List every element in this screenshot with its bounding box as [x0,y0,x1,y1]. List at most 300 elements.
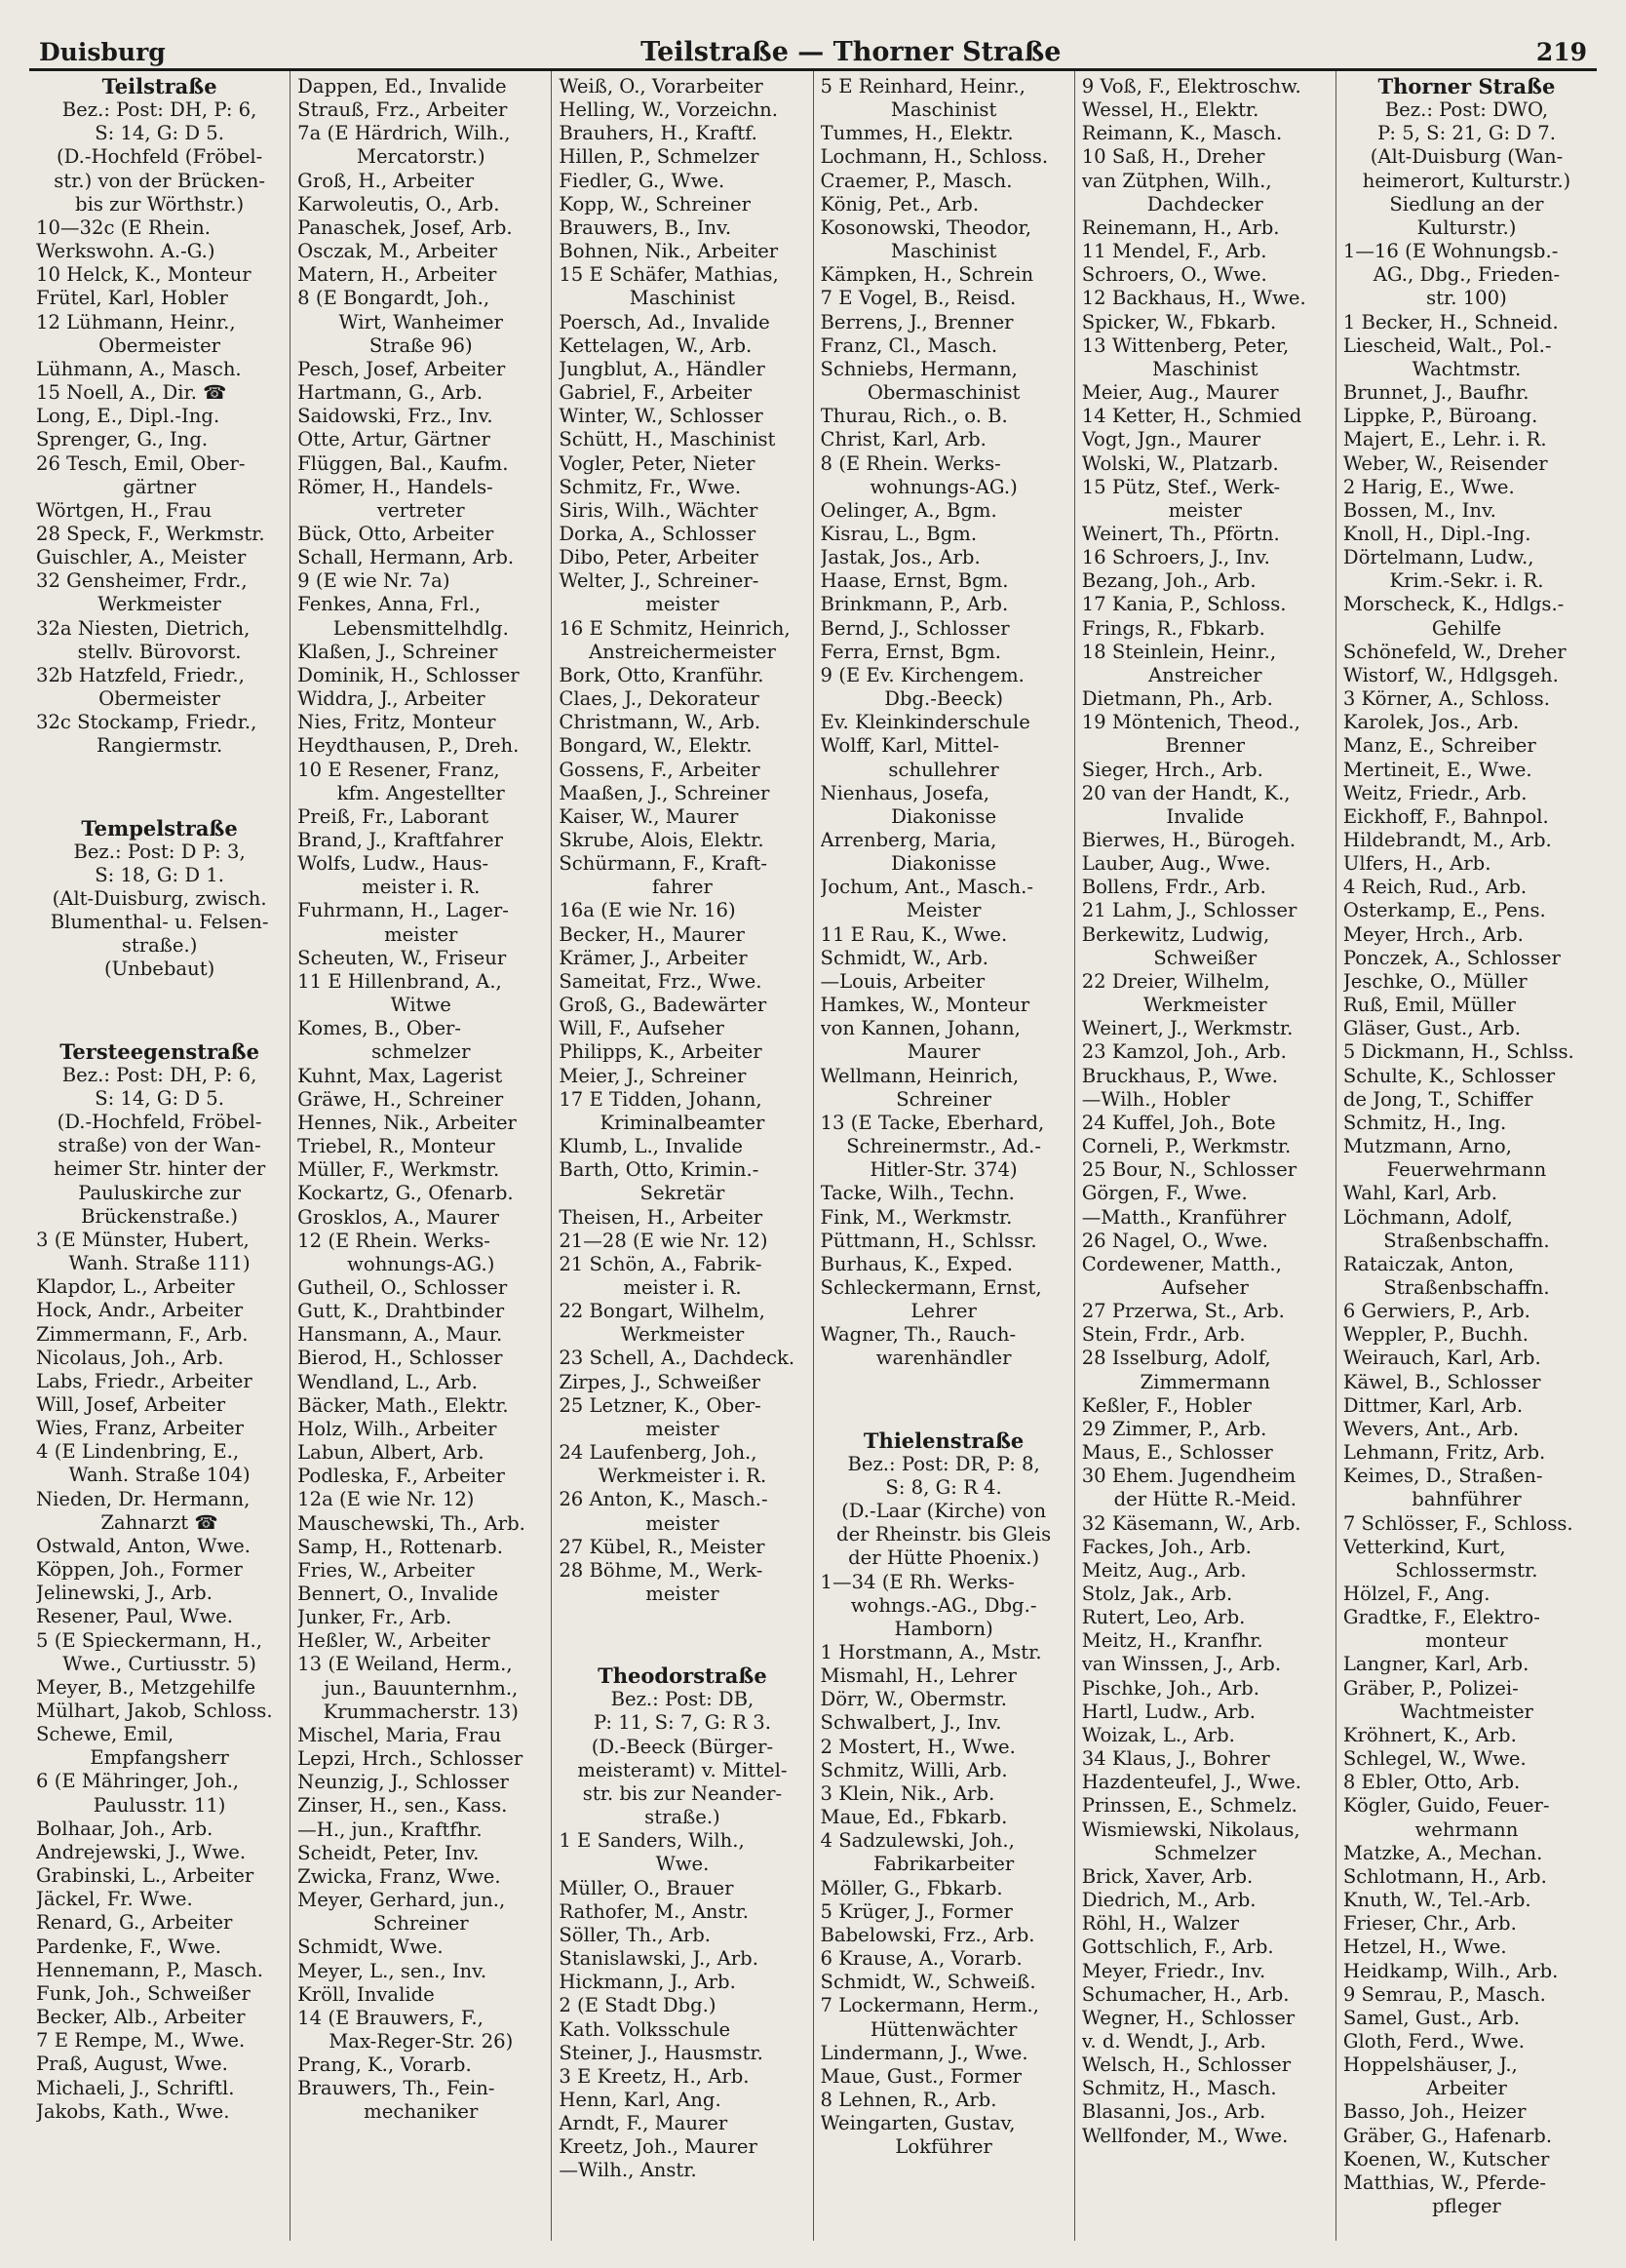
directory-entry-line: Hickmann, J., Arb. [559,1971,736,1994]
directory-entry-line: 18 Steinlein, Heinr., [1081,640,1277,663]
directory-entry-line: Vogt, Jgn., Maurer [1081,428,1261,451]
directory-entry-line: Max-Reger-Str. 26) [329,2029,514,2053]
directory-entry-line: 27 Kübel, R., Meister [559,1535,765,1558]
directory-entry-line: Siris, Wilh., Wächter [559,498,758,522]
directory-entry-line: (D.-Hochfeld, Fröbel- [57,1111,262,1134]
directory-entry-line: Woizak, L., Arb. [1081,1723,1235,1746]
directory-entry-line: Scheuten, W., Friseur [297,946,507,969]
directory-entry-line: Gabriel, F., Arbeiter [559,381,753,405]
directory-entry-line: Groß, H., Arbeiter [297,169,475,192]
directory-entry-line: Lebensmittelhdlg. [332,616,509,640]
directory-entry-line: von Kannen, Johann, [820,1017,1021,1040]
directory-entry-line: Lindermann, J., Wwe. [820,2041,1028,2064]
directory-entry-line: meister [645,1511,719,1535]
directory-entry-line: Meyer, Friedr., Inv. [1081,1959,1266,1982]
directory-entry-line: Weber, W., Reisender [1342,451,1548,475]
street-heading: Thorner Straße [1377,75,1556,98]
directory-entry-line: 12a (E wie Nr. 12) [297,1488,475,1511]
directory-entry-line: Dappen, Ed., Invalide [297,75,507,98]
directory-entry-line: Bongard, W., Elektr. [559,734,753,758]
directory-entry-line: Heydthausen, P., Dreh. [297,734,520,758]
directory-entry-line: Meier, Aug., Maurer [1081,381,1279,405]
directory-entry-line: schullehrer [888,758,999,781]
directory-entry-line: Püttmann, H., Schlssr. [820,1229,1037,1252]
directory-entry-line: Philipps, K., Arbeiter [559,1040,762,1064]
directory-entry-line: Pardenke, F., Wwe. [36,1935,221,1958]
directory-entry-line: Nieden, Dr. Hermann, [36,1487,251,1510]
directory-entry-line: Bez.: Post: DWO, [1384,98,1549,122]
directory-entry-line: 2 Mostert, H., Wwe. [820,1735,1016,1758]
directory-entry-line: Invalide [1166,804,1245,828]
directory-entry-line: Brauwers, Th., Fein- [297,2077,495,2100]
directory-entry-line: Obermaschinist [867,381,1021,405]
directory-entry-line: Hetzel, H., Wwe. [1342,1936,1507,1959]
directory-entry-line: Reinemann, H., Arb. [1081,215,1280,239]
column-4 [813,71,1074,2241]
directory-entry-line: 24 Laufenberg, Joh., [559,1441,757,1465]
directory-entry-line: Wolfs, Ludw., Haus- [297,852,489,876]
directory-entry-line: 34 Klaus, J., Bohrer [1081,1747,1270,1771]
directory-entry-line: Lippke, P., Büroang. [1342,405,1538,428]
directory-entry-line: Straßenbschaffn. [1383,1275,1550,1299]
directory-entry-line: 28 Isselburg, Adolf, [1081,1347,1271,1370]
directory-entry-line: 10 Saß, H., Dreher [1081,145,1265,169]
directory-entry-line: Andrejewski, J., Wwe. [36,1840,247,1863]
directory-entry-line: Schmitz, Fr., Wwe. [559,475,742,498]
directory-entry-line: 23 Schell, A., Dachdeck. [559,1347,795,1370]
directory-entry-line: Görgen, F., Wwe. [1081,1182,1248,1205]
directory-entry-line: Zimmermann [1140,1370,1271,1393]
directory-entry-line: Möller, G., Fbkarb. [820,1876,1003,1899]
street-heading: Thielenstraße [863,1428,1025,1453]
directory-entry-line: meister [1168,498,1242,522]
directory-entry-line: Werkmeister [1142,994,1267,1017]
directory-entry-line: Vetterkind, Kurt, [1342,1535,1506,1558]
directory-entry-line: meisteramt) v. Mittel- [577,1758,788,1781]
directory-entry-line: Fries, W., Arbeiter [297,1558,475,1582]
directory-entry-line: Stein, Frdr., Arb. [1081,1323,1246,1347]
directory-entry-line: 12 Lühmann, Heinr., [36,310,236,333]
directory-entry-line: Schmelzer [1153,1841,1257,1864]
directory-entry-line: Craemer, P., Masch. [820,169,1013,192]
directory-entry-line: Ev. Kleinkinderschule [820,711,1030,734]
directory-entry-line: Jäckel, Fr. Wwe. [36,1888,193,1911]
directory-entry-line: Schütt, H., Maschinist [559,428,776,451]
directory-entry-line: Arbeiter [1426,2077,1507,2100]
directory-entry-line: Renard, G., Arbeiter [36,1911,233,1935]
directory-entry-line: Becker, H., Maurer [559,922,745,946]
directory-entry-line: Schleckermann, Ernst, [820,1275,1042,1299]
directory-entry-line: Theisen, H., Arbeiter [559,1205,763,1229]
directory-entry-line: Siedlung an der [1389,192,1544,215]
directory-entry-line: 15 Noell, A., Dir. ☎ [36,381,227,405]
directory-entry-line: 21 Lahm, J., Schlosser [1081,899,1297,922]
city-label: Duisburg [39,38,166,66]
directory-entry-line: Hamborn) [894,1617,993,1640]
directory-entry-line: Löchmann, Adolf, [1342,1205,1513,1229]
directory-entry-line: Käwel, B., Schlosser [1342,1370,1541,1393]
directory-entry-line: Klumb, L., Invalide [559,1135,743,1158]
directory-entry-line: Wevers, Ant., Arb. [1342,1417,1520,1440]
column-1 [29,71,290,2241]
directory-entry-line: Gloth, Ferd., Wwe. [1342,2029,1525,2053]
directory-entry-line: Fabrikarbeiter [872,1853,1015,1876]
directory-entry-line: Schewe, Emil, [36,1723,174,1746]
directory-entry-line: Matern, H., Arbeiter [297,263,497,287]
directory-entry-line: Winter, W., Schlosser [559,405,763,428]
directory-entry-line: 8 (E Rhein. Werks- [820,451,1001,475]
directory-entry-line: Sekretär [639,1182,725,1205]
directory-entry-line: Diakonisse [891,852,997,876]
directory-entry-line: Weingarten, Gustav, [820,2112,1016,2135]
column-2 [290,71,551,2241]
directory-entry-line: Fiedler, G., Wwe. [559,169,725,192]
directory-entry-line: Klapdor, L., Arbeiter [36,1275,235,1299]
directory-entry-line: 19 Möntenich, Theod., [1081,711,1300,734]
directory-entry-line: Bossen, M., Inv. [1342,498,1496,522]
directory-entry-line: 15 E Schäfer, Mathias, [559,263,779,287]
directory-entry-line: Wwe., Curtiusstr. 5) [62,1652,256,1675]
directory-entry-line: Kisrau, L., Bgm. [820,522,978,545]
directory-entry-line: König, Pet., Arb. [820,192,980,215]
directory-entry-line: Krim.-Sekr. i. R. [1389,569,1544,593]
directory-entry-line: 7a (E Härdrich, Wilh., [297,122,511,145]
directory-entry-line: Lehrer [910,1300,977,1323]
directory-entry-line: Jochum, Ant., Masch.- [820,876,1033,899]
directory-entry-line: Tummes, H., Elektr. [820,122,1014,145]
directory-entry-line: Bohnen, Nik., Arbeiter [559,240,779,263]
section-spacer [36,759,283,817]
directory-entry-line: Frings, R., Fbkarb. [1081,616,1265,640]
directory-entry-line: 13 (E Tacke, Eberhard, [820,1111,1045,1134]
directory-entry-line: wohnungs-AG.) [347,1252,495,1275]
directory-entry-line: Weitz, Friedr., Arb. [1342,781,1528,804]
directory-entry-line: Langner, Karl, Arb. [1342,1653,1529,1676]
directory-entry-line: Dietmann, Ph., Arb. [1081,687,1273,711]
directory-entry-line: Schürmann, F., Kraft- [559,852,767,876]
directory-entry-line: Weiß, O., Vorarbeiter [559,75,763,98]
directory-entry-line: Weppler, P., Buchh. [1342,1323,1529,1347]
directory-entry-line: 11 E Hillenbrand, A., [297,969,502,993]
directory-entry-line: Blumenthal- u. Felsen- [50,911,269,934]
directory-entry-line: 2 (E Stadt Dbg.) [559,1994,716,2017]
directory-entry-line: 7 E Rempe, M., Wwe. [36,2029,246,2053]
directory-entry-line: Burhaus, K., Exped. [820,1252,1013,1275]
directory-entry-line: 1—34 (E Rh. Werks- [820,1570,1015,1593]
directory-entry-line: Scheidt, Peter, Inv. [297,1841,480,1864]
directory-entry-line: meister i. R. [362,876,481,899]
directory-entry-line: Bierod, H., Schlosser [297,1347,503,1370]
directory-entry-line: 25 Bour, N., Schlosser [1081,1158,1297,1182]
directory-entry-line: Majert, E., Lehr. i. R. [1342,428,1547,451]
page-title: Teilstraße — Thorner Straße [640,37,1062,67]
directory-entry-line: Mercatorstr.) [356,145,485,169]
directory-entry-line: Becker, Alb., Arbeiter [36,2006,246,2029]
directory-entry-line: Gutt, K., Drahtbinder [297,1300,505,1323]
directory-entry-line: Kettelagen, W., Arb. [559,333,753,357]
directory-entry-line: (D.-Hochfeld (Fröbel- [56,145,263,169]
directory-entry-line: Pesch, Josef, Arbeiter [297,357,506,380]
directory-entry-line: Holz, Wilh., Arbeiter [297,1417,497,1440]
directory-entry-line: Schlossermstr. [1395,1558,1538,1582]
directory-entry-line: Kuhnt, Max, Lagerist [297,1064,503,1087]
directory-entry-line: 12 (E Rhein. Werks- [297,1229,490,1252]
directory-entry-line: 16a (E wie Nr. 16) [559,899,736,922]
directory-entry-line: (Alt-Duisburg, zwisch. [52,887,267,910]
directory-entry-line: Rataiczak, Anton, [1342,1252,1515,1275]
directory-entry-line: S: 14, G: D 5. [95,1086,224,1110]
directory-entry-line: Gehilfe [1431,616,1502,640]
directory-entry-line: Schulte, K., Schlosser [1342,1064,1556,1087]
directory-entry-line: Schlegel, W., Wwe. [1342,1747,1527,1771]
directory-entry-line: Röhl, H., Walzer [1081,1912,1240,1936]
street-heading: Tersteegenstraße [59,1039,259,1064]
directory-entry-line: Hennemann, P., Masch. [36,1958,263,1981]
directory-entry-line: Kröhnert, K., Arb. [1342,1723,1517,1746]
directory-entry-line: Paulusstr. 11) [93,1793,226,1817]
directory-entry-line: Poersch, Ad., Invalide [559,310,770,333]
page-number: 219 [1535,38,1587,66]
directory-entry-line: Karwoleutis, O., Arb. [297,192,500,215]
directory-entry-line: Zahnarzt ☎ [100,1510,218,1534]
directory-entry-line: Schmitz, Willi, Arb. [820,1758,1008,1781]
directory-entry-line: Anstreicher [1148,663,1262,686]
directory-entry-line: Wismiewski, Nikolaus, [1081,1818,1300,1841]
directory-entry-line: Gräber, P., Polizei- [1342,1676,1519,1700]
directory-entry-line: 5 Dickmann, H., Schlss. [1342,1040,1574,1064]
directory-entry-line: wehrmann [1414,1818,1519,1841]
directory-entry-line: —Matth., Kranführer [1081,1205,1287,1229]
directory-entry-line: 22 Bongart, Wilhelm, [559,1300,765,1323]
directory-entry-line: Schreinermstr., Ad.- [846,1135,1041,1158]
section-spacer [36,982,283,1040]
directory-entry-line: Maue, Gust., Former [820,2064,1023,2088]
directory-entry-line: Brinkmann, P., Arb. [820,593,1009,616]
directory-entry-line: 14 (E Brauwers, F., [297,2006,484,2029]
page-header [29,37,1597,66]
directory-entry-line: Labs, Friedr., Arbeiter [36,1369,252,1392]
directory-entry-line: Meitz, Aug., Arb. [1081,1558,1247,1582]
directory-entry-line: Panaschek, Josef, Arb. [297,215,513,239]
directory-entry-line: Basso, Joh., Heizer [1342,2100,1527,2124]
directory-entry-line: Wolff, Karl, Mittel- [820,734,1000,758]
directory-entry-line: Strauß, Frz., Arbeiter [297,98,508,122]
directory-entry-line: Matthias, W., Pferde- [1342,2170,1546,2194]
directory-entry-line: (D.-Laar (Kirche) von [841,1500,1047,1523]
directory-entry-line: van Zütphen, Wilh., [1081,169,1272,192]
directory-entry-line: de Jong, T., Schiffer [1342,1087,1533,1111]
directory-entry-line: 10 Helck, K., Monteur [36,263,252,287]
directory-entry-line: Groß, G., Badewärter [559,994,767,1017]
directory-entry-line: Meyer, L., sen., Inv. [297,1959,487,1982]
directory-entry-line: bahnführer [1412,1488,1522,1511]
directory-entry-line: Obermeister [98,333,221,357]
directory-entry-line: Maschinist [629,287,736,310]
directory-entry-line: Manz, E., Schreiber [1342,734,1536,758]
directory-entry-line: P: 5, S: 21, G: D 7. [1376,122,1556,145]
directory-entry-line: Labun, Albert, Arb. [297,1441,484,1465]
directory-entry-line: —Wilh., Anstr. [559,2159,697,2182]
directory-entry-line: 27 Przerwa, St., Arb. [1081,1300,1285,1323]
directory-entry-line: Rangiermstr. [96,734,223,758]
directory-entry-line: str.) von der Brücken- [54,169,265,192]
directory-entry-line: Claes, J., Dekorateur [559,687,759,711]
directory-entry-line: str. 100) [1426,287,1507,310]
directory-entry-line: Schroers, O., Wwe. [1081,263,1267,287]
directory-entry-line: Kriminalbeamter [600,1111,765,1134]
directory-entry-line: meister [645,593,719,616]
directory-entry-line: Michaeli, J., Schriftl. [36,2076,235,2099]
directory-entry-line: Welsch, H., Schlosser [1081,2053,1292,2077]
directory-entry-line: 9 Semrau, P., Masch. [1342,1982,1546,2006]
directory-entry-line: 6 Gerwiers, P., Arb. [1342,1300,1530,1323]
directory-entry-line: Dorka, A., Schlosser [559,522,756,545]
directory-entry-line: Hock, Andr., Arbeiter [36,1299,244,1322]
directory-entry-line: Schreiner [896,1087,992,1111]
directory-entry-line: Fuhrmann, H., Lager- [297,899,509,922]
directory-entry-line: Christmann, W., Arb. [559,711,761,734]
directory-entry-line: S: 8, G: R 4. [885,1475,1002,1499]
directory-entry-line: Skrube, Alois, Elektr. [559,829,764,851]
directory-entry-line: Henn, Karl, Ang. [559,2088,721,2111]
column-5 [1074,71,1336,2241]
directory-entry-line: Meitz, H., Kranfhr. [1081,1629,1263,1653]
directory-entry-line: Arrenberg, Maria, [820,829,997,851]
directory-entry-line: Dörtelmann, Ludw., [1342,546,1534,569]
directory-entry-line: Guischler, A., Meister [36,546,247,569]
directory-entry-line: 10—32c (E Rhein. [36,215,211,239]
directory-entry-line: Preiß, Fr., Laborant [297,804,489,828]
directory-entry-line: Hansmann, A., Maur. [297,1323,503,1347]
directory-entry-line: 17 Kania, P., Schloss. [1081,593,1287,616]
directory-entry-line: Ulfers, H., Arb. [1342,852,1491,876]
directory-entry-line: monteur [1425,1629,1508,1653]
directory-entry-line: 8 (E Bongardt, Joh., [297,287,490,310]
directory-entry-line: 5 (E Spieckermann, H., [36,1628,263,1652]
directory-entry-line: Wegner, H., Schlosser [1081,2006,1296,2029]
directory-entry-line: Hitler-Str. 374) [870,1158,1018,1182]
directory-entry-line: Samp, H., Rottenarb. [297,1535,503,1558]
directory-entry-line: Ferra, Ernst, Bgm. [820,640,1001,663]
directory-entry-line: Anstreichermeister [589,640,776,663]
directory-entry-line: 3 (E Münster, Hubert, [36,1228,250,1251]
directory-entry-line: 32c Stockamp, Friedr., [36,711,257,734]
directory-entry-line: Müller, F., Werkmstr. [297,1158,500,1182]
directory-entry-line: Fenkes, Anna, Frl., [297,593,482,616]
directory-entry-line: Funk, Joh., Schweißer [36,1981,251,2005]
directory-entry-line: Barth, Otto, Krimin.- [559,1158,759,1182]
directory-entry-line: Resener, Paul, Wwe. [36,1605,233,1628]
directory-entry-line: 11 Mendel, F., Arb. [1081,240,1267,263]
directory-entry-line: Hennes, Nik., Arbeiter [297,1111,517,1134]
directory-entry-line: Bez.: Post: D P: 3, [73,840,246,863]
directory-entry-line: 7 Lockermann, Herm., [820,1994,1039,2017]
directory-entry-line: Osterkamp, E., Pens. [1342,899,1546,922]
street-heading: Theodorstraße [598,1664,767,1689]
directory-entry-line: Obermeister [98,687,221,711]
directory-entry-line: Stanislawski, J., Arb. [559,1947,758,1971]
directory-entry-line: Nienhaus, Josefa, [820,781,990,804]
directory-entry-line: meister [645,1583,719,1605]
directory-entry-line: Maue, Ed., Fbkarb. [820,1806,1008,1829]
directory-entry-line: 3 Körner, A., Schloss. [1342,687,1550,711]
directory-entry-line: (Alt-Duisburg (Wan- [1370,145,1564,169]
directory-entry-line: 12 Backhaus, H., Wwe. [1081,287,1306,310]
directory-entry-line: jun., Bauunternhm., [324,1676,519,1700]
directory-entry-line: Werkswohn. A.-G.) [36,240,215,263]
directory-entry-line: gärtner [123,475,197,498]
directory-entry-line: Stolz, Jak., Arb. [1081,1583,1233,1605]
directory-entry-line: wohnungs-AG.) [870,475,1018,498]
directory-entry-line: bis zur Wörthstr.) [75,192,245,215]
directory-entry-line: Bez.: Post: DR, P: 8, [847,1452,1040,1475]
directory-entry-line: Feuerwehrmann [1386,1158,1547,1182]
directory-entry-line: Bork, Otto, Kranführ. [559,663,764,686]
directory-entry-line: Witwe [390,994,451,1017]
directory-entry-line: Jungblut, A., Händler [559,357,765,380]
directory-entry-line: S: 18, G: D 1. [95,863,224,886]
directory-entry-line: 21 Schön, A., Fabrik- [559,1252,762,1275]
directory-entry-line: Krämer, J., Arbeiter [559,946,748,969]
directory-entry-line: Keimes, D., Straßen- [1342,1465,1543,1488]
directory-entry-line: Gradtke, F., Elektro- [1342,1606,1540,1629]
directory-entry-line: Samel, Gust., Arb. [1342,2006,1521,2029]
directory-entry-line: Bollens, Frdr., Arb. [1081,876,1266,899]
directory-entry-line: Bruckhaus, P., Wwe. [1081,1064,1278,1087]
directory-entry-line: Hartmann, G., Arb. [297,381,484,405]
directory-entry-line: Triebel, R., Monteur [297,1135,495,1158]
directory-entry-line: 16 Schroers, J., Inv. [1081,546,1270,569]
directory-entry-line: Hölzel, F., Ang. [1342,1583,1490,1605]
directory-entry-line: 9 Voß, F., Elektroschw. [1081,75,1301,98]
directory-entry-line: Heßler, W., Arbeiter [297,1629,490,1653]
directory-entry-line: Fackes, Joh., Arb. [1081,1535,1252,1558]
directory-entry-line: Werkmeister [620,1323,745,1347]
directory-entry-line: Hamkes, W., Monteur [820,994,1030,1017]
directory-entry-line: Frieser, Chr., Arb. [1342,1912,1517,1936]
directory-entry-line: Maurer [907,1040,981,1064]
directory-entry-line: Schall, Hermann, Arb. [297,546,515,569]
directory-entry-line: Keßler, F., Hobler [1081,1393,1252,1417]
directory-entry-line: Steiner, J., Hausmstr. [559,2041,763,2064]
directory-entry-line: 3 Klein, Nik., Arb. [820,1781,995,1805]
directory-entry-line: Kopp, W., Schreiner [559,192,752,215]
directory-entry-line: 13 Wittenberg, Peter, [1081,333,1290,357]
directory-entry-line: 1—16 (E Wohnungsb.- [1342,240,1559,263]
directory-entry-line: 30 Ehem. Jugendheim [1081,1465,1297,1488]
directory-entry-line: Wies, Franz, Arbeiter [36,1417,244,1440]
directory-entry-line: Blasanni, Jos., Arb. [1081,2100,1266,2124]
directory-entry-line: stellv. Bürovorst. [77,640,242,663]
directory-entry-line: meister i. R. [623,1275,742,1299]
directory-entry-line: Müller, O., Brauer [559,1876,734,1899]
directory-entry-line: Will, F., Aufseher [559,1017,724,1040]
directory-entry-line: Zimmermann, F., Arb. [36,1322,249,1346]
directory-entry-line: Bez.: Post: DH, P: 6, [61,98,257,122]
directory-entry-line: 5 E Reinhard, Heinr., [820,75,1026,98]
directory-entry-line: heimer Str. hinter der [53,1157,266,1181]
directory-entry-line: Mülhart, Jakob, Schloss. [36,1700,273,1722]
directory-entry-line: Ponczek, A., Schlosser [1342,946,1561,969]
directory-entry-line: Jakobs, Kath., Wwe. [36,2099,230,2123]
directory-entry-line: Hillen, P., Schmelzer [559,145,759,169]
directory-entry-line: Welter, J., Schreiner- [559,569,759,593]
directory-entry-line: —Louis, Arbeiter [820,969,986,993]
directory-entry-line: Knuth, W., Tel.-Arb. [1342,1889,1531,1912]
directory-entry-line: pfleger [1432,2195,1501,2218]
directory-entry-line: Lehmann, Fritz, Arb. [1342,1441,1546,1465]
directory-entry-line: Vogler, Peter, Nieter [559,451,755,475]
